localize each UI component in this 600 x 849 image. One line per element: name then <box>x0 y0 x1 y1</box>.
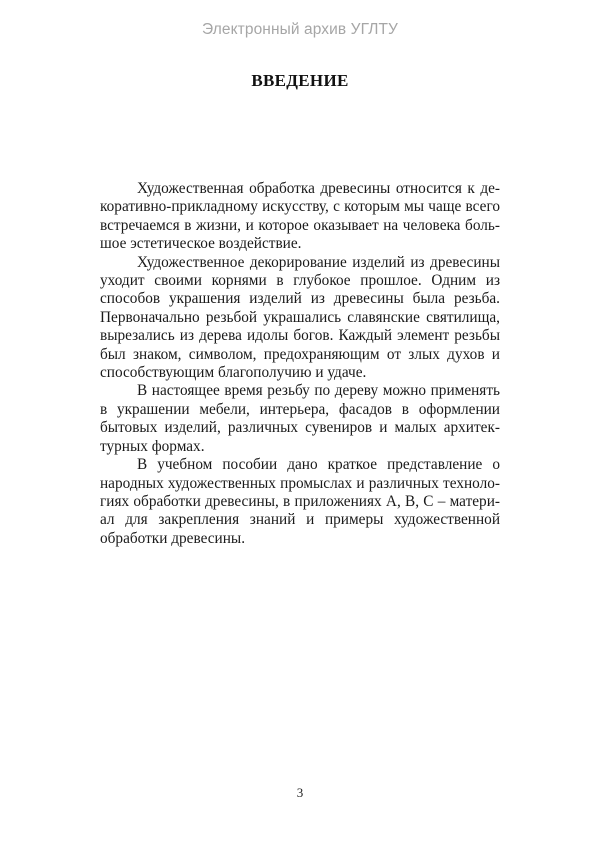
archive-watermark: Электронный архив УГЛТУ <box>202 21 398 38</box>
paragraph-1: Художественная обработка древесины относится к декоративно-прикладному искусству, с которым мы чаще всего встречаемся в жизни, и которое оказывает на человека большое эстетическое воздействие. <box>100 180 500 253</box>
paragraph-3: В настоящее время резьбу по дереву можно применять в украшении мебели, интерьера, фасадов в оформлении бытовых изделий, различных сувениров и малых архитектурных формах. <box>100 382 500 455</box>
page-title: ВВЕДЕНИЕ <box>251 71 349 90</box>
paragraph-4: В учебном пособии дано краткое представление о народных художественных промыслах и различных технологиях обработки древесины, в приложениях А, В, С – материал для закрепления знаний и примеры художественной обработки древесины. <box>100 456 500 547</box>
document-body <box>100 180 500 548</box>
page-number: 3 <box>296 785 304 800</box>
paragraph-2: Художественное декорирование изделий из древесины уходит своими корнями в глубокое прошлое. Одним из способов украшения изделий из древесины была резьба. Первоначально резьбой украшались славянские святилища, вырезались из дерева идолы богов. Каждый элемент резьбы был знаком, символом, предохраняющим от злых духов и способствующим благополучию и удаче. <box>100 253 500 382</box>
